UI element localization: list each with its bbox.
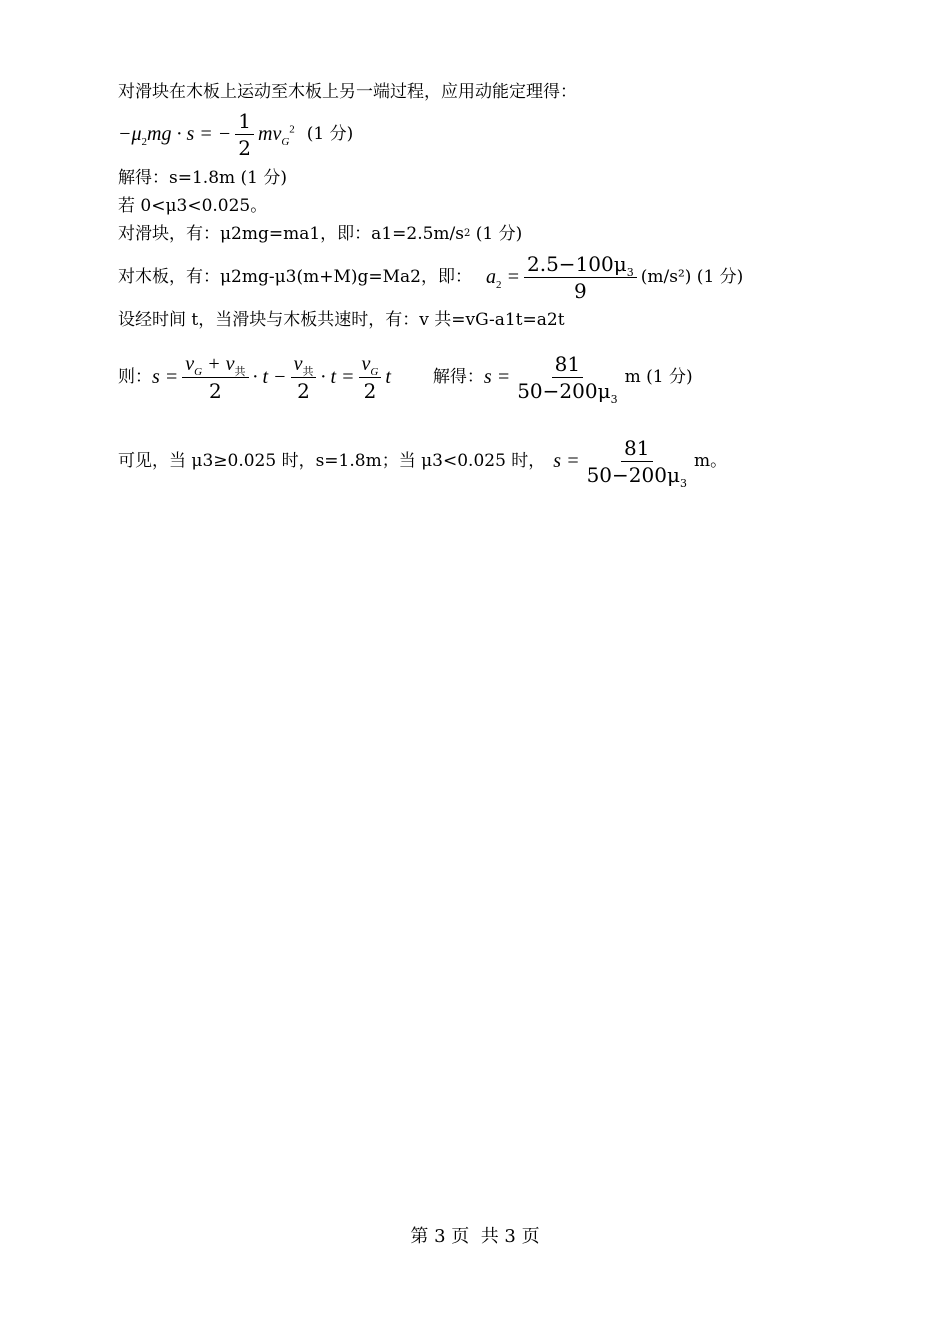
equation-rhs: $mv_G^2$ [258, 123, 295, 148]
text-line-9 [118, 430, 727, 492]
line-8-solve: 解得： [432, 367, 484, 387]
fraction-a2 [524, 252, 637, 303]
fraction-v-common-num: $v_共$ [291, 352, 317, 378]
dot-t-equals: · t = [320, 366, 355, 388]
fraction-vg-plus-v-den: 2 [209, 378, 222, 403]
fraction-half-num: 1 [235, 109, 254, 135]
fraction-81-b-den-text: 50−200μ [586, 462, 680, 487]
text-line-5: 对滑块，有： μ2mg=ma1，即：a1=2.5m/s 2 (1 分) [118, 224, 523, 244]
text-line-7 [118, 310, 565, 330]
fraction-81-a-num: 81 [552, 352, 583, 378]
line-6-prefix: 对木板，有： [118, 267, 220, 287]
s-equals-3: s = [553, 450, 580, 472]
text-line-1 [118, 82, 577, 102]
equation-lhs: $-\mu_2mg \cdot s$ = − [118, 123, 232, 148]
s-equals-2: s = [483, 366, 511, 388]
fraction-vg-den: 2 [363, 378, 377, 403]
line-6-equation: μ2mg-μ3(m+M)g=Ma2，即： [220, 267, 472, 287]
s-equals-1: s = [152, 366, 179, 388]
fraction-81-b-den: $50-200\mu_3$ [586, 462, 687, 490]
text-line-8 [118, 346, 693, 408]
fraction-half [235, 109, 254, 160]
fraction-81-b [584, 435, 690, 490]
line-5-prefix: 对滑块，有： [118, 224, 220, 244]
line-9-prefix: 可见，当 μ3≥0.025 时，s=1.8m；当 μ3<0.025 时， [118, 451, 546, 471]
fraction-81-a-den: $50-200\mu_3$ [517, 378, 618, 406]
fraction-vg-plus-v [182, 352, 248, 403]
fraction-81-b-num: 81 [621, 436, 652, 462]
line-7-text: 设经时间 t，当滑块与木板共速时，有：v 共=vG-a1t=a2t [118, 310, 565, 330]
text-line-3 [118, 168, 287, 188]
fraction-a2-den: 9 [574, 278, 587, 303]
line-8-unit: m (1 分) [624, 367, 693, 387]
line-5-equation: μ2mg=ma1，即：a1=2.5m/s [220, 224, 464, 244]
line-5-score: (1 分) [470, 224, 523, 244]
dot-t-minus: · t − [252, 366, 287, 388]
fraction-vg-num: $v_G$ [359, 352, 382, 378]
page-number-label: 第 3 页 共 3 页 [410, 1226, 540, 1247]
line-2-score: (1 分) [306, 124, 354, 144]
a2-symbol: $a_2$ = [486, 266, 520, 291]
line-8-prefix: 则： [118, 367, 152, 387]
fraction-a2-num-text: 2.5−100μ [527, 251, 627, 276]
line-9-unit: m。 [693, 451, 728, 471]
line-1-text: 对滑块在木板上运动至木板上另一端过程，应用动能定理得： [118, 82, 577, 102]
line-3-text: 解得：s=1.8m (1 分) [118, 168, 288, 188]
line-4-text: 若 0<μ3<0.025。 [118, 196, 268, 216]
fraction-v-common-den: 2 [297, 378, 310, 403]
fraction-a2-num: $2.5-100\mu_3$ [524, 252, 637, 278]
t-symbol: t [385, 366, 391, 388]
text-line-4 [118, 196, 267, 216]
fraction-half-den: 2 [238, 135, 251, 160]
fraction-81-a-den-text: 50−200μ [517, 378, 611, 403]
fraction-v-common [291, 352, 317, 403]
line-6-unit: (m/s²) (1 分) [640, 267, 744, 287]
fraction-81-a [514, 351, 620, 406]
equation-kinetic-energy [118, 108, 353, 160]
text-line-6 [118, 250, 743, 304]
fraction-vg [359, 352, 382, 403]
fraction-vg-plus-v-num: $v_G + v_共$ [182, 352, 248, 378]
page-footer [0, 1226, 950, 1248]
